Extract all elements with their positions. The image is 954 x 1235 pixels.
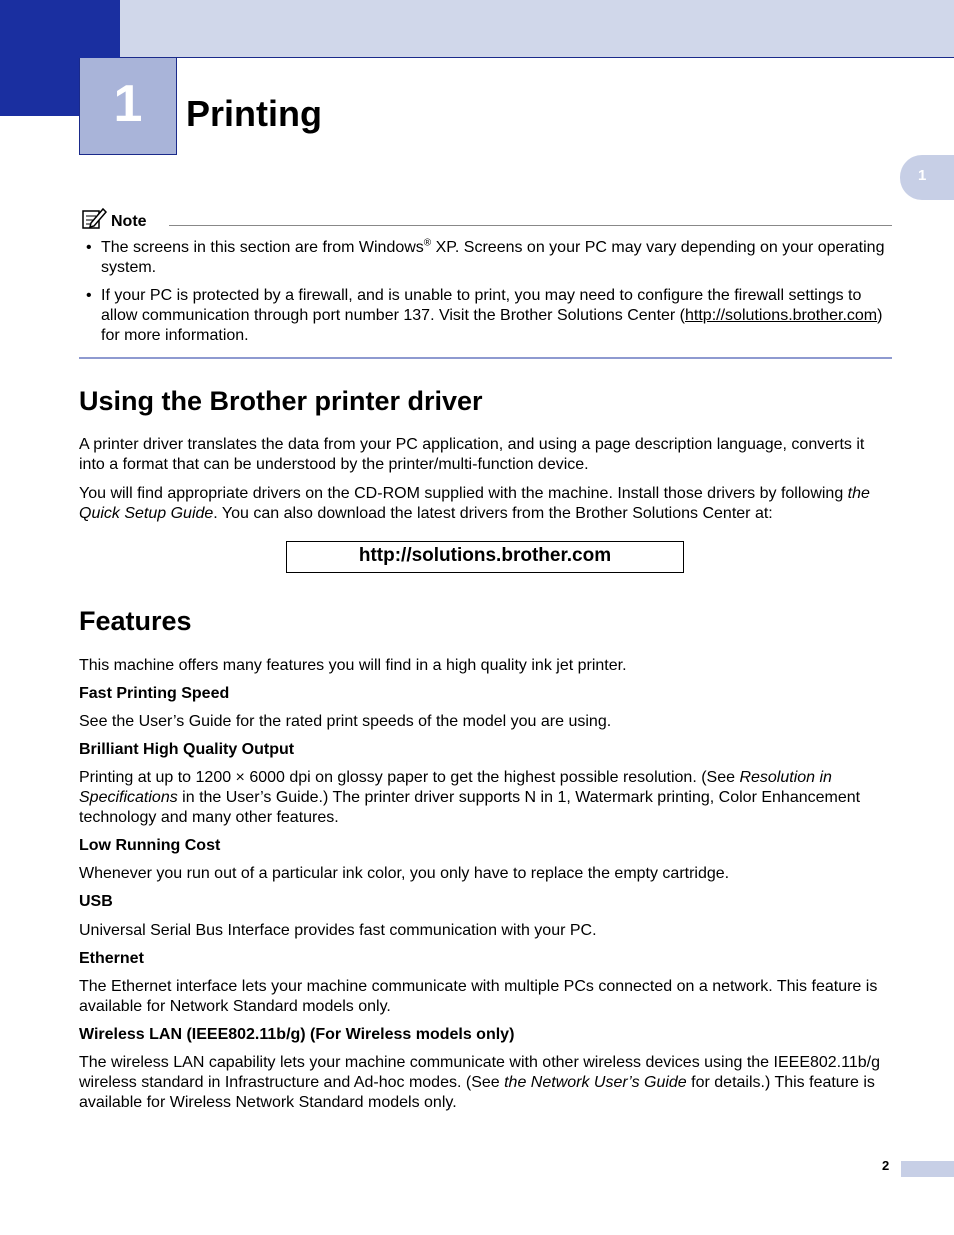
note-text: If your PC is protected by a firewall, and is unable to print, you may need to configure the firewall settings to allow communication through port number 137. Visit the Brother Solutions Center (: [101, 287, 862, 324]
note-rule: [169, 225, 892, 226]
note-text: The screens in this section are from Windows: [101, 239, 424, 256]
features-intro: This machine offers many features you will find in a high quality ink jet printer.: [79, 657, 627, 674]
note-text: XP. Screens on your PC may vary depending on your operating system.: [101, 239, 885, 276]
chapter-title: Printing: [186, 93, 322, 134]
note-header: [81, 204, 892, 230]
registered-mark: ®: [423, 237, 432, 249]
section-heading-features: Features: [79, 606, 192, 636]
chapter-number-box: [79, 58, 177, 155]
network-guide-ref: the Network User’s Guide: [504, 1074, 687, 1091]
feature-title-speed: Fast Printing Speed: [79, 685, 230, 702]
page-number-bar: [901, 1161, 954, 1177]
note-bottom-rule: [79, 357, 892, 359]
feature-text-ethernet: The Ethernet interface lets your machine communicate with multiple PCs connected on a network. This feature is available for Network Standard models only.: [79, 978, 878, 1015]
driver-paragraph: A printer driver translates the data from your PC application, and using a page description language, converts it into a format that can be understood by the printer/multi-function device.: [79, 436, 865, 473]
resolution-spec-ref: Resolution in Specifications: [79, 769, 832, 806]
feature-title-usb: USB: [79, 893, 113, 910]
quick-setup-guide-ref: the Quick Setup Guide: [79, 485, 870, 522]
feature-text-speed: See the User’s Guide for the rated print speeds of the model you are using.: [79, 713, 612, 730]
header-band: [0, 0, 954, 58]
section-heading-driver: Using the Brother printer driver: [79, 386, 483, 416]
feature-text-usb: Universal Serial Bus Interface provides fast communication with your PC.: [79, 922, 597, 939]
feature-text-wireless: The wireless LAN capability lets your machine communicate with other wireless devices using the IEEE802.11b/g wireless standard in Infrastructure and Ad-hoc modes. (See the Network User’s Guide for details.) This feature is available for Wireless Network Standard models only.: [79, 1054, 880, 1111]
feature-title-ethernet: Ethernet: [79, 950, 144, 967]
note-item: [81, 238, 892, 278]
feature-text-quality: Printing at up to 1200 × 6000 dpi on glossy paper to get the highest possible resolution. (See Resolution in Specifications in the User’s Guide.) The printer driver supports N in 1, Watermark printing, Color Enhancement technology and many other features.: [79, 769, 861, 826]
side-tab-label: 1: [918, 167, 927, 184]
bullet: •: [86, 287, 92, 304]
note-text: ) for more information.: [101, 307, 883, 344]
bullet: •: [86, 239, 92, 256]
solutions-url-box[interactable]: http://solutions.brother.com: [286, 541, 684, 573]
feature-title-wireless: Wireless LAN (IEEE802.11b/g) (For Wireless models only): [79, 1026, 515, 1043]
feature-title-cost: Low Running Cost: [79, 837, 221, 854]
note-label: Note: [111, 213, 147, 230]
feature-title-quality: Brilliant High Quality Output: [79, 741, 295, 758]
chapter-number: 1: [113, 75, 143, 133]
note-item: [81, 286, 892, 346]
solutions-center-link[interactable]: http://solutions.brother.com: [685, 307, 878, 324]
driver-paragraph-2: You will find appropriate drivers on the CD-ROM supplied with the machine. Install those drivers by following the Quick Setup Guide. You can also download the latest drivers from the Brother Solutions Center at:: [79, 485, 870, 522]
chapter-side-tab: [900, 155, 954, 200]
header-rule: [120, 57, 954, 58]
page-number: 2: [882, 1158, 890, 1173]
note-list: [81, 238, 892, 354]
note-pencil-icon: [81, 206, 107, 230]
feature-text-cost: Whenever you run out of a particular ink color, you only have to replace the empty cartridge.: [79, 865, 730, 882]
